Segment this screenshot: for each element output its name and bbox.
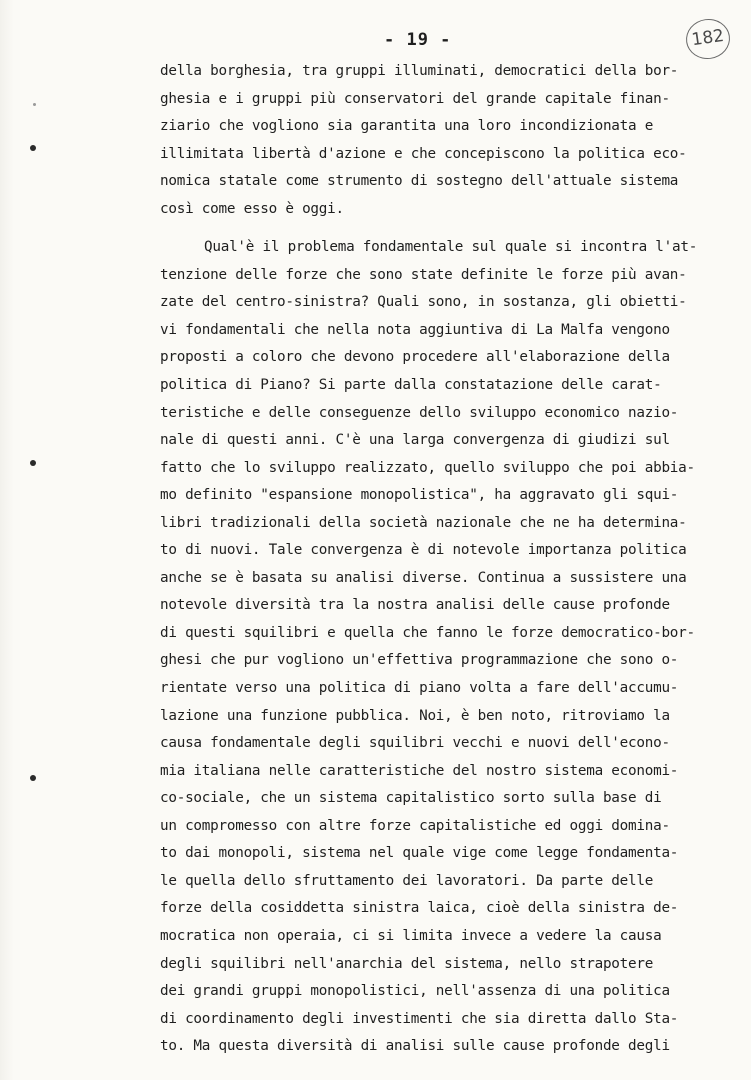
- text-line: così come esso è oggi.: [160, 200, 344, 217]
- text-line: mocratica non operaia, ci si limita invece a vedere la causa: [160, 927, 662, 944]
- text-line: fatto che lo sviluppo realizzato, quello sviluppo che poi abbia-: [160, 459, 695, 476]
- text-line: nomica statale come strumento di sostegno dell'attuale sistema: [160, 173, 679, 190]
- text-line: notevole diversità tra la nostra analisi delle cause profonde: [160, 597, 670, 614]
- text-line: politica di Piano? Si parte dalla constatazione delle carat-: [160, 377, 662, 394]
- text-line: lazione una funzione pubblica. Noi, è ben noto, ritroviamo la: [160, 707, 670, 724]
- paragraph-1: [160, 58, 740, 223]
- text-line: illimitata libertà d'azione e che concepiscono la politica eco-: [160, 145, 687, 162]
- text-line: degli squilibri nell'anarchia del sistema, nello strapotere: [160, 955, 654, 972]
- text-line: causa fondamentale degli squilibri vecchi e nuovi dell'econo-: [160, 735, 670, 752]
- page-number: - 19 -: [384, 30, 452, 50]
- text-line: anche se è basata su analisi diverse. Continua a sussistere una: [160, 569, 687, 586]
- punch-hole-mark: [30, 460, 36, 466]
- text-line: mo definito "espansione monopolistica", ha aggravato gli squi-: [160, 487, 679, 504]
- text-line: to dai monopoli, sistema nel quale vige come legge fondamenta-: [160, 845, 679, 862]
- text-line: di coordinamento degli investimenti che sia diretta dallo Sta-: [160, 1010, 679, 1027]
- body-text: [160, 58, 740, 1061]
- text-line: mia italiana nelle caratteristiche del nostro sistema economi-: [160, 762, 679, 779]
- text-line: le quella dello sfruttamento dei lavoratori. Da parte delle: [160, 872, 654, 889]
- text-line: proposti a coloro che devono procedere all'elaborazione della: [160, 349, 670, 366]
- text-line: rientate verso una politica di piano volta a fare dell'accumu-: [160, 680, 679, 697]
- text-line: forze della cosiddetta sinistra laica, cioè della sinistra de-: [160, 900, 679, 917]
- text-line: zate del centro-sinistra? Quali sono, in sostanza, gli obietti-: [160, 294, 687, 311]
- text-line: dei grandi gruppi monopolistici, nell'assenza di una politica: [160, 983, 670, 1000]
- archive-stamp: 182: [683, 16, 732, 62]
- text-line: vi fondamentali che nella nota aggiuntiva di La Malfa vengono: [160, 321, 670, 338]
- text-line: Qual'è il problema fondamentale sul quale si incontra l'at-: [204, 239, 698, 256]
- text-line: libri tradizionali della società nazionale che ne ha determina-: [160, 514, 687, 531]
- text-line: ziario che vogliono sia garantita una loro incondizionata e: [160, 118, 654, 135]
- punch-hole-mark: [30, 775, 36, 781]
- paragraph-spacer: [160, 223, 740, 234]
- text-line: ghesia e i gruppi più conservatori del grande capitale finan-: [160, 90, 670, 107]
- text-line: della borghesia, tra gruppi illuminati, democratici della bor-: [160, 63, 679, 79]
- text-line: nale di questi anni. C'è una larga convergenza di giudizi sul: [160, 432, 670, 449]
- text-line: teristiche e delle conseguenze dello sviluppo economico nazio-: [160, 404, 679, 421]
- text-line: tenzione delle forze che sono state definite le forze più avan-: [160, 266, 687, 283]
- text-line: ghesi che pur vogliono un'effettiva programmazione che sono o-: [160, 652, 679, 669]
- text-line: to. Ma questa diversità di analisi sulle cause profonde degli: [160, 1038, 670, 1055]
- text-line: di questi squilibri e quella che fanno le forze democratico-bor-: [160, 624, 695, 641]
- paragraph-2: [160, 234, 740, 1060]
- margin-mark: [33, 103, 36, 106]
- punch-hole-mark: [30, 145, 36, 151]
- text-line: un compromesso con altre forze capitalistiche ed oggi domina-: [160, 817, 670, 834]
- text-line: to di nuovi. Tale convergenza è di notevole importanza politica: [160, 542, 687, 559]
- text-line: co-sociale, che un sistema capitalistico sorto sulla base di: [160, 790, 662, 807]
